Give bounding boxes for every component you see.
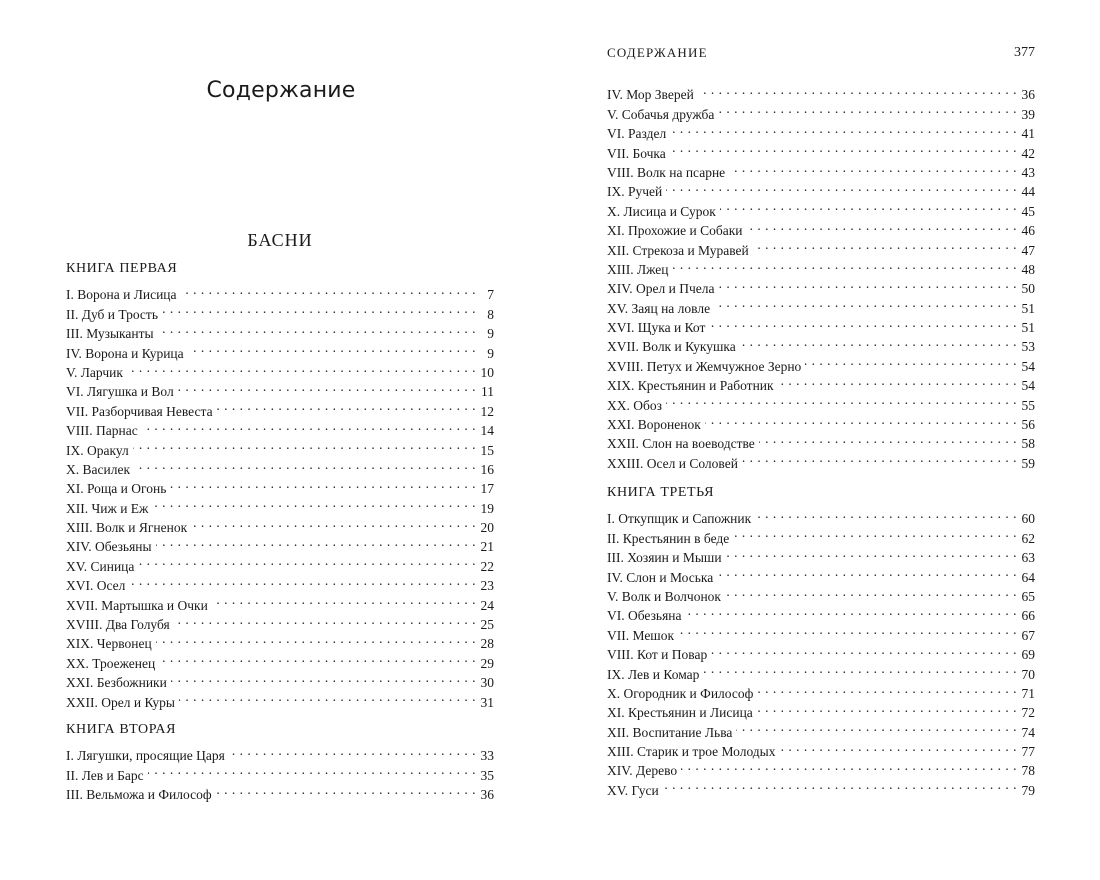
toc-entry-title: I. Откупщик и Сапожник — [607, 511, 752, 527]
book2-continued-list — [607, 80, 1035, 471]
dot-leader — [229, 741, 476, 760]
toc-entry[interactable] — [66, 377, 494, 400]
toc-entry-title: XXI. Вороненок — [607, 417, 701, 433]
toc-entry-title: XIII. Волк и Ягненок — [66, 520, 188, 536]
toc-entry-title: XIII. Старик и трое Молодых — [607, 744, 776, 760]
toc-entry-title: VII. Бочка — [607, 145, 666, 161]
toc-entry-title: XXII. Слон на воеводстве — [607, 436, 755, 452]
dot-leader — [162, 299, 476, 318]
dot-leader — [216, 780, 476, 799]
dot-leader — [780, 737, 1018, 756]
toc-entry-page: 35 — [480, 767, 494, 783]
dot-leader — [170, 474, 476, 493]
toc-entry-page: 63 — [1021, 550, 1035, 566]
toc-entry-title: V. Ларчик — [66, 364, 123, 380]
toc-entry-page: 74 — [1021, 724, 1035, 740]
toc-entry-page: 10 — [480, 364, 494, 380]
dot-leader — [778, 371, 1017, 390]
toc-entry-page: 59 — [1021, 455, 1035, 471]
toc-entry-page: 58 — [1021, 436, 1035, 452]
toc-entry-title: I. Лягушки, просящие Царя — [66, 748, 225, 764]
toc-entry[interactable] — [607, 775, 1035, 798]
toc-entry-title: IX. Ручей — [607, 184, 663, 200]
dot-leader — [181, 280, 476, 299]
toc-entry-title: XXII. Орел и Куры — [66, 694, 176, 710]
dot-leader — [686, 601, 1017, 620]
dot-leader — [156, 532, 476, 551]
dot-leader — [171, 668, 476, 687]
toc-entry-page: 53 — [1021, 339, 1035, 355]
toc-entry-title: XX. Обоз — [607, 397, 662, 413]
page-number: 377 — [1014, 45, 1035, 60]
toc-entry[interactable] — [607, 138, 1035, 161]
dot-leader — [729, 158, 1017, 177]
dot-leader — [152, 493, 476, 512]
book3-heading: КНИГА ТРЕТЬЯ — [607, 485, 715, 500]
dot-leader — [736, 717, 1017, 736]
toc-entry-title: XI. Прохожие и Собаки — [607, 223, 743, 239]
toc-entry-title: III. Хозяин и Мыши — [607, 550, 722, 566]
toc-entry-page: 71 — [1021, 685, 1035, 701]
toc-entry-title: XIV. Обезьяны — [66, 539, 152, 555]
toc-entry-title: XVII. Волк и Кукушка — [607, 339, 736, 355]
dot-leader — [725, 582, 1017, 601]
dot-leader — [709, 313, 1017, 332]
dot-leader — [755, 504, 1017, 523]
toc-entry-page: 55 — [1021, 397, 1035, 413]
toc-entry-page: 51 — [1021, 320, 1035, 336]
toc-entry-page: 60 — [1021, 511, 1035, 527]
toc-entry-page: 20 — [480, 520, 494, 536]
toc-entry-page: 70 — [1021, 666, 1035, 682]
toc-entry[interactable] — [607, 390, 1035, 413]
toc-entry-title: X. Лисица и Сурок — [607, 203, 716, 219]
dot-leader — [142, 416, 476, 435]
toc-entry-title: IX. Лев и Комар — [607, 666, 700, 682]
book3-list — [607, 504, 1035, 798]
toc-entry-page: 25 — [480, 617, 494, 633]
dot-leader — [714, 293, 1017, 312]
dot-leader — [805, 351, 1017, 370]
dot-leader — [757, 698, 1017, 717]
toc-entry-page: 50 — [1021, 281, 1035, 297]
toc-entry-title: XVI. Осел — [66, 578, 126, 594]
toc-entry-page: 9 — [487, 345, 494, 361]
toc-entry-page: 44 — [1021, 184, 1035, 200]
page-title: Содержание — [206, 78, 356, 103]
toc-entry[interactable] — [66, 571, 494, 594]
toc-entry-title: V. Собачья дружба — [607, 106, 715, 122]
toc-entry-page: 64 — [1021, 569, 1035, 585]
toc-entry[interactable] — [607, 158, 1035, 180]
dot-leader — [178, 377, 476, 396]
dot-leader — [670, 138, 1017, 157]
toc-entry-page: 11 — [481, 384, 494, 400]
toc-entry-page: 62 — [1021, 530, 1035, 546]
toc-entry-title: VIII. Кот и Повар — [607, 647, 708, 663]
book1-heading: КНИГА ПЕРВАЯ — [66, 261, 178, 276]
book1-list — [66, 280, 494, 710]
toc-entry-title: XIV. Дерево — [607, 763, 678, 779]
toc-entry-title: VII. Мешок — [607, 627, 675, 643]
toc-entry-title: XIII. Лжец — [607, 261, 669, 277]
toc-entry-page: 48 — [1021, 261, 1035, 277]
toc-entry-title: XXI. Безбожники — [66, 675, 167, 691]
running-head — [607, 45, 1035, 61]
dot-leader — [156, 629, 476, 648]
toc-entry[interactable] — [607, 80, 1035, 103]
toc-entry-page: 72 — [1021, 705, 1035, 721]
toc-entry-title: VIII. Парнас — [66, 423, 138, 439]
toc-entry-page: 65 — [1021, 588, 1035, 604]
toc-entry-page: 22 — [480, 558, 494, 574]
toc-entry-title: XV. Синица — [66, 558, 135, 574]
toc-entry-title: VI. Раздел — [607, 126, 667, 142]
toc-entry-page: 42 — [1021, 145, 1035, 161]
book3-block — [607, 482, 1035, 798]
dot-leader — [681, 756, 1017, 775]
toc-entry-title: V. Волк и Волчонок — [607, 588, 721, 604]
toc-entry-page: 16 — [480, 461, 494, 477]
toc-entry-page: 51 — [1021, 300, 1035, 316]
toc-entry-title: X. Василек — [66, 461, 130, 477]
toc-entry-page: 12 — [480, 403, 494, 419]
toc-entry-title: XVI. Щука и Кот — [607, 320, 706, 336]
toc-entry-page: 17 — [480, 481, 494, 497]
running-title: СОДЕРЖАНИЕ — [607, 45, 708, 60]
toc-entry-page: 7 — [487, 287, 494, 303]
dot-leader — [678, 620, 1017, 639]
toc-entry-page: 23 — [480, 578, 494, 594]
dot-leader — [663, 775, 1017, 794]
toc-entry-title: XV. Гуси — [607, 782, 659, 798]
toc-entry[interactable] — [66, 280, 494, 303]
dot-leader — [753, 235, 1017, 254]
toc-entry-page: 43 — [1021, 164, 1035, 180]
toc-entry-page: 33 — [480, 748, 494, 764]
toc-entry-title: XII. Воспитание Льва — [607, 724, 733, 740]
toc-entry-page: 46 — [1021, 223, 1035, 239]
toc-entry[interactable] — [607, 504, 1035, 527]
toc-entry-title: II. Крестьянин в беде — [607, 530, 730, 546]
dot-leader — [673, 255, 1017, 274]
toc-entry-title: III. Вельможа и Философ — [66, 787, 212, 803]
dot-leader — [670, 119, 1017, 138]
toc-entry-title: XVIII. Петух и Жемчужное Зерно — [607, 358, 802, 374]
dot-leader — [666, 177, 1017, 196]
toc-entry[interactable] — [66, 590, 494, 613]
toc-entry-page: 14 — [480, 423, 494, 439]
dot-leader — [718, 274, 1017, 293]
toc-entry-title: XX. Троеженец — [66, 655, 156, 671]
toc-entry-title: VII. Разборчивая Невеста — [66, 403, 213, 419]
toc-entry-page: 36 — [1021, 87, 1035, 103]
dot-leader — [191, 513, 476, 532]
toc-entry-title: XII. Чиж и Еж — [66, 500, 149, 516]
toc-entry-page: 19 — [480, 500, 494, 516]
toc-entry-page: 54 — [1021, 378, 1035, 394]
toc-entry-page: 56 — [1021, 417, 1035, 433]
toc-entry-title: XIX. Крестьянин и Работник — [607, 378, 774, 394]
right-page — [607, 0, 1035, 880]
dot-leader — [718, 99, 1017, 118]
dot-leader — [740, 332, 1017, 351]
dot-leader — [759, 429, 1017, 448]
toc-entry-title: IV. Мор Зверей — [607, 87, 694, 103]
toc-entry-page: 78 — [1021, 763, 1035, 779]
dot-leader — [134, 455, 476, 474]
book2-continued-block — [607, 80, 1035, 471]
toc-entry[interactable] — [66, 358, 494, 380]
book2-heading: КНИГА ВТОРАЯ — [66, 722, 177, 737]
toc-entry-title: XVIII. Два Голубя — [66, 617, 170, 633]
toc-entry-page: 54 — [1021, 358, 1035, 374]
toc-entry-page: 29 — [480, 655, 494, 671]
toc-entry-title: XII. Стрекоза и Муравей — [607, 242, 749, 258]
toc-entry-page: 9 — [487, 326, 494, 342]
toc-entry-title: VIII. Волк на псарне — [607, 164, 726, 180]
toc-entry-title: XIX. Червонец — [66, 636, 152, 652]
toc-entry-title: VI. Обезьяна — [607, 608, 682, 624]
section-title-basni: БАСНИ — [247, 230, 313, 250]
dot-leader — [705, 410, 1017, 429]
dot-leader — [720, 196, 1017, 215]
dot-leader — [711, 640, 1017, 659]
toc-entry-page: 24 — [480, 597, 494, 613]
toc-entry-title: XXIII. Осел и Соловей — [607, 455, 738, 471]
toc-entry-page: 47 — [1021, 242, 1035, 258]
toc-entry-page: 15 — [480, 442, 494, 458]
dot-leader — [158, 319, 476, 338]
dot-leader — [179, 687, 476, 706]
dot-leader — [666, 390, 1017, 409]
toc-entry-title: I. Ворона и Лисица — [66, 287, 177, 303]
toc-entry-title: X. Огородник и Философ — [607, 685, 754, 701]
toc-entry-title: IX. Оракул — [66, 442, 129, 458]
dot-leader — [726, 543, 1017, 562]
toc-entry-title: IV. Ворона и Курица — [66, 345, 184, 361]
toc-entry-page: 67 — [1021, 627, 1035, 643]
dot-leader — [717, 562, 1017, 581]
dot-leader — [757, 679, 1017, 698]
book2-block — [66, 719, 494, 803]
toc-entry-page: 79 — [1021, 782, 1035, 798]
dot-leader — [174, 610, 476, 629]
dot-leader — [133, 435, 476, 454]
toc-entry-title: III. Музыканты — [66, 326, 154, 342]
toc-entry-page: 31 — [480, 694, 494, 710]
left-page — [66, 0, 494, 880]
toc-entry-title: XV. Заяц на ловле — [607, 300, 711, 316]
dot-leader — [127, 358, 476, 377]
dot-leader — [742, 448, 1017, 467]
toc-entry-title: VI. Лягушка и Вол — [66, 384, 174, 400]
toc-entry-page: 30 — [480, 675, 494, 691]
toc-entry-title: XI. Крестьянин и Лисица — [607, 705, 753, 721]
dot-leader — [217, 396, 476, 415]
toc-entry-page: 45 — [1021, 203, 1035, 219]
dot-leader — [129, 571, 476, 590]
toc-entry-title: IV. Слон и Моська — [607, 569, 714, 585]
toc-entry-page: 36 — [480, 787, 494, 803]
toc-entry[interactable] — [607, 196, 1035, 219]
toc-entry-page: 39 — [1021, 106, 1035, 122]
toc-entry[interactable] — [607, 119, 1035, 142]
toc-entry-page: 69 — [1021, 647, 1035, 663]
toc-entry-title: XVII. Мартышка и Очки — [66, 597, 208, 613]
toc-entry-page: 21 — [480, 539, 494, 555]
dot-leader — [188, 338, 476, 357]
toc-entry-title: XIV. Орел и Пчела — [607, 281, 715, 297]
dot-leader — [698, 80, 1017, 99]
book1-block — [66, 258, 494, 710]
dot-leader — [159, 648, 476, 667]
dot-leader — [138, 551, 476, 570]
toc-entry[interactable] — [607, 410, 1035, 433]
book2-list — [66, 741, 494, 803]
toc-entry-title: II. Лев и Барс — [66, 767, 144, 783]
dot-leader — [148, 760, 476, 779]
toc-entry[interactable] — [66, 741, 494, 764]
dot-leader — [746, 216, 1017, 235]
toc-entry-title: XI. Роща и Огонь — [66, 481, 167, 497]
dot-leader — [703, 659, 1017, 678]
toc-entry-page: 66 — [1021, 608, 1035, 624]
toc-entry-title: II. Дуб и Трость — [66, 306, 158, 322]
toc-entry[interactable] — [607, 177, 1035, 200]
toc-entry-page: 77 — [1021, 744, 1035, 760]
toc-entry-page: 8 — [487, 306, 494, 322]
toc-entry-page: 28 — [480, 636, 494, 652]
toc-entry-page: 41 — [1021, 126, 1035, 142]
dot-leader — [212, 590, 476, 609]
dot-leader — [733, 523, 1017, 542]
